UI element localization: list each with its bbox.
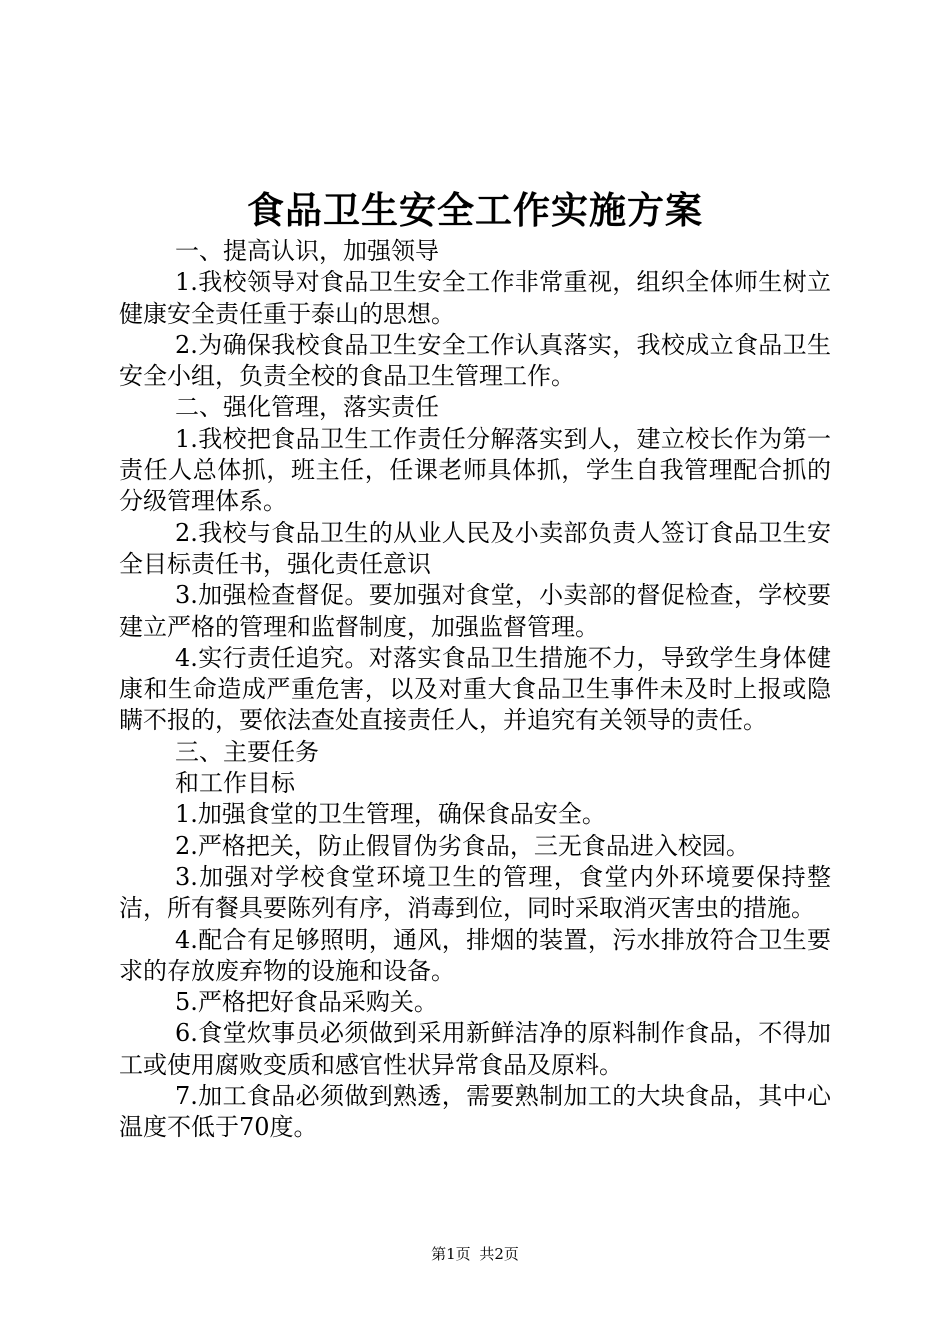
paragraph: 4.配合有足够照明，通风，排烟的装置，污水排放符合卫生要求的存放废弃物的设施和设备。 bbox=[119, 925, 831, 985]
document-title: 食品卫生安全工作实施方案 bbox=[247, 188, 703, 232]
paragraph: 5.严格把好食品采购关。 bbox=[175, 988, 438, 1017]
paragraph: 3.加强对学校食堂环境卫生的管理，食堂内外环境要保持整洁，所有餐具要陈列有序，消毒到位，同时采取消灭害虫的措施。 bbox=[119, 862, 831, 923]
page-total: 共2页 bbox=[479, 1245, 519, 1263]
paragraph: 2.我校与食品卫生的从业人民及小卖部负责人签订食品卫生安全目标责任书，强化责任意识 bbox=[119, 518, 831, 578]
paragraph: 6.食堂炊事员必须做到采用新鲜洁净的原料制作食品，不得加工或使用腐败变质和感官性状异常食品及原料。 bbox=[119, 1019, 831, 1079]
section-heading-continued: 和工作目标 bbox=[175, 769, 295, 798]
paragraph: 3.加强检查督促。要加强对食堂，小卖部的督促检查，学校要建立严格的管理和监督制度，加强监督管理。 bbox=[119, 581, 831, 641]
page-number: 第1页 bbox=[431, 1245, 471, 1263]
paragraph: 2.严格把关，防止假冒伪劣食品，三无食品进入校园。 bbox=[175, 831, 750, 860]
section-heading: 二、强化管理，落实责任 bbox=[175, 393, 439, 422]
page-footer bbox=[0, 1244, 950, 1264]
paragraph: 7.加工食品必须做到熟透，需要熟制加工的大块食品，其中心温度不低于70度。 bbox=[119, 1082, 831, 1142]
document-body bbox=[119, 236, 831, 1144]
paragraph: 1.我校把食品卫生工作责任分解落实到人，建立校长作为第一责任人总体抓，班主任，任课老师具体抓，学生自我管理配合抓的分级管理体系。 bbox=[119, 424, 831, 516]
section-heading: 一、提高认识，加强领导 bbox=[175, 237, 439, 265]
paragraph: 1.加强食堂的卫生管理，确保食品安全。 bbox=[175, 800, 606, 829]
paragraph: 4.实行责任追究。对落实食品卫生措施不力，导致学生身体健康和生命造成严重危害，以及对重大食品卫生事件未及时上报或隐瞒不报的，要依法查处直接责任人，并追究有关领导的责任。 bbox=[119, 643, 831, 735]
paragraph: 1.我校领导对食品卫生安全工作非常重视，组织全体师生树立健康安全责任重于泰山的思想。 bbox=[119, 268, 831, 328]
paragraph: 2.为确保我校食品卫生安全工作认真落实，我校成立食品卫生安全小组，负责全校的食品卫生管理工作。 bbox=[119, 330, 831, 391]
section-heading: 三、主要任务 bbox=[175, 737, 319, 766]
